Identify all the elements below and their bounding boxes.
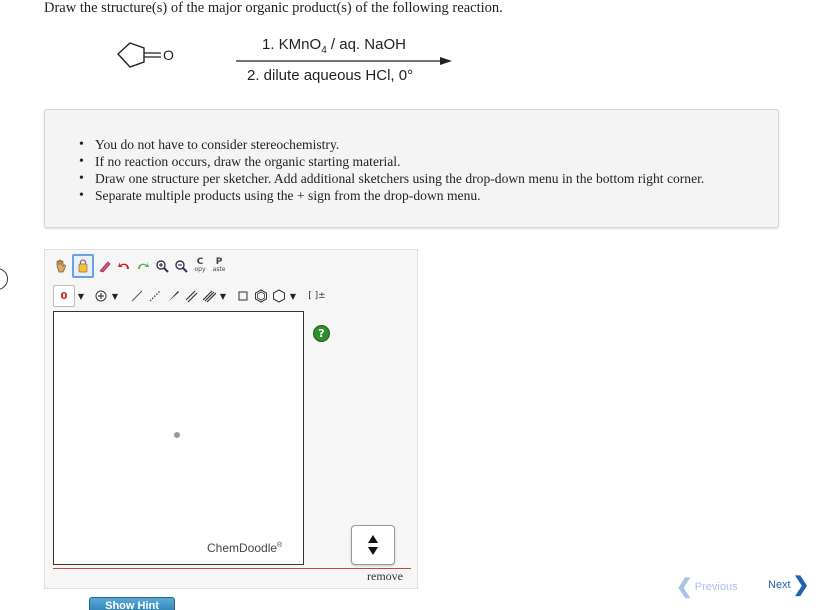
previous-label: Previous (694, 581, 738, 593)
chemdoodle-sketcher[interactable] (44, 249, 418, 589)
spinner-arrows-icon (366, 533, 380, 557)
atom-label-button[interactable] (53, 285, 75, 307)
instructions-list (95, 136, 704, 204)
reagent1-subscript: 4 (321, 45, 327, 56)
eraser-icon[interactable] (97, 257, 113, 275)
previous-button[interactable] (676, 578, 738, 596)
canvas-dot (174, 432, 180, 438)
ring-benzene-icon[interactable] (253, 287, 269, 305)
lasso-select-icon[interactable] (72, 254, 94, 278)
help-icon[interactable]: ? (313, 325, 330, 342)
copy-sub: opy (194, 266, 206, 273)
reagent-step-2: 2. dilute aqueous HCl, 0° (247, 67, 414, 84)
divider (53, 568, 411, 569)
chevron-down-icon[interactable]: ▼ (219, 291, 227, 301)
bracket-label: [ ]± (308, 291, 326, 301)
copy-button[interactable] (192, 257, 208, 275)
redo-icon[interactable] (135, 257, 151, 275)
paste-letter: P (215, 257, 223, 267)
ring-cyclopropane-icon[interactable] (235, 287, 251, 305)
zoom-out-icon[interactable] (173, 257, 189, 275)
zoom-in-icon[interactable] (154, 257, 170, 275)
triple-bond-icon[interactable] (201, 287, 217, 305)
reagent1-tail: / aq. NaOH (326, 36, 406, 53)
paste-sub: aste (212, 266, 226, 273)
paste-button[interactable] (211, 257, 227, 275)
chevron-down-icon[interactable]: ▼ (289, 291, 297, 301)
reaction-arrow (236, 55, 452, 67)
instructions-panel (44, 109, 779, 228)
sketcher-toolbar-bottom (53, 283, 327, 309)
dashed-bond-icon[interactable] (147, 287, 163, 305)
chevron-left-icon: ❮ (676, 576, 693, 598)
reactant-cyclopentanone (108, 34, 188, 76)
next-button[interactable] (768, 576, 809, 594)
chevron-down-icon[interactable]: ▼ (77, 291, 85, 301)
chemdoodle-brand (207, 541, 282, 555)
drawing-canvas[interactable] (53, 311, 304, 565)
chevron-right-icon: ❯ (792, 574, 810, 596)
charge-plus-icon[interactable] (93, 287, 109, 305)
instruction-item: • Separate multiple products using the + sign from the drop-down menu. (95, 187, 704, 204)
show-hint-button[interactable]: Show Hint (89, 597, 175, 610)
question-text: Draw the structure(s) of the major organic product(s) of the following reaction. (44, 0, 503, 16)
double-bond-icon[interactable] (183, 287, 199, 305)
bracket-charge-button[interactable] (307, 287, 327, 305)
brand-mark: ® (277, 542, 283, 549)
undo-icon[interactable] (116, 257, 132, 275)
remove-link[interactable]: remove (367, 569, 403, 583)
carbonyl-oxygen-label: O (163, 47, 174, 63)
next-label: Next (768, 579, 791, 591)
brand-text: ChemDoodle (207, 541, 278, 555)
wedge-bond-icon[interactable] (165, 287, 181, 305)
reagent1-text: 1. KMnO (262, 36, 322, 53)
sketcher-toolbar-top (53, 253, 227, 279)
hand-icon[interactable] (53, 257, 69, 275)
ring-cyclohexane-icon[interactable] (271, 287, 287, 305)
reagent-step-1 (262, 36, 406, 56)
instruction-item: • If no reaction occurs, draw the organic starting material. (95, 153, 704, 170)
copy-letter: C (196, 257, 204, 267)
atom-label-text: 0 (60, 290, 68, 302)
edge-circle-icon (0, 268, 8, 290)
chevron-down-icon[interactable]: ▼ (111, 291, 119, 301)
single-bond-icon[interactable] (129, 287, 145, 305)
sketcher-options-spinner[interactable] (351, 525, 395, 565)
instruction-item: • You do not have to consider stereochemistry. (95, 136, 704, 153)
instruction-item: • Draw one structure per sketcher. Add additional sketchers using the drop-down menu in the bottom right corner. (95, 170, 704, 187)
